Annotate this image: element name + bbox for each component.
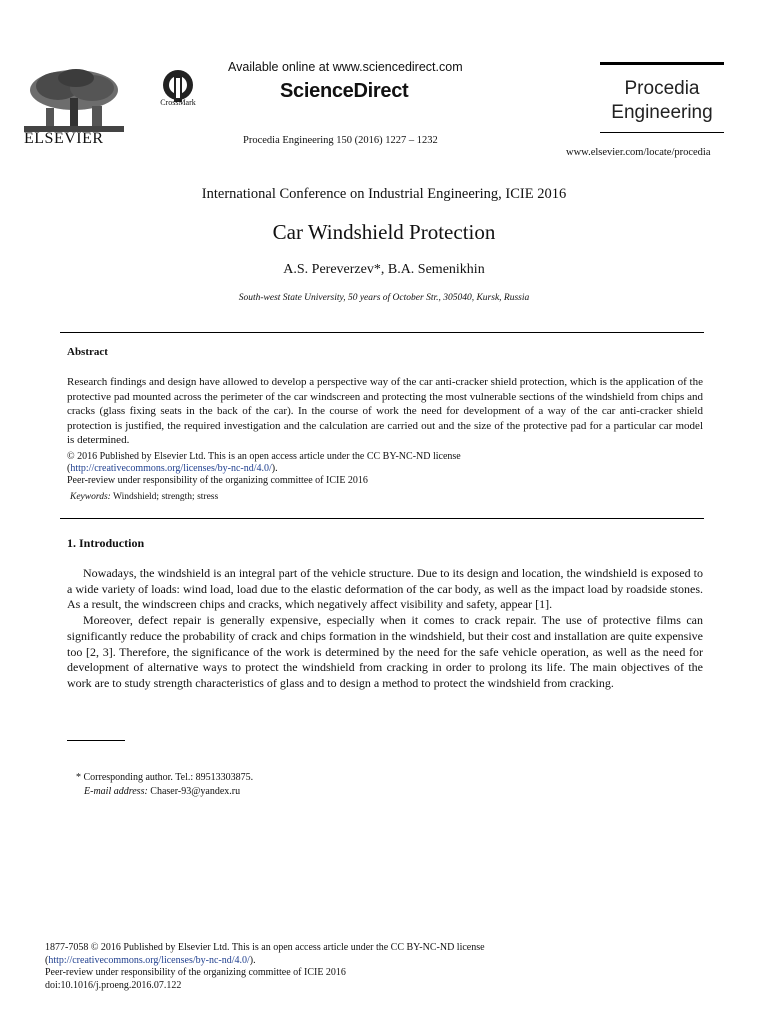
email-line	[76, 785, 253, 799]
platform-name: ScienceDirect	[280, 80, 409, 102]
email-address[interactable]: Chaser-93@yandex.ru	[147, 786, 241, 797]
journal-name-rule-bottom	[600, 132, 724, 133]
abstract-top-rule	[60, 332, 704, 333]
license-link[interactable]: http://creativecommons.org/licenses/by-nc-nd/4.0/	[70, 463, 272, 474]
abstract-heading: Abstract	[67, 346, 108, 358]
keywords-label: Keywords:	[70, 492, 111, 502]
footer-peer-review: Peer-review under responsibility of the organizing committee of ICIE 2016	[45, 967, 346, 979]
doi[interactable]: doi:10.1016/j.proeng.2016.07.122	[45, 979, 182, 991]
journal-reference: Procedia Engineering 150 (2016) 1227 – 1232	[243, 135, 438, 146]
affiliation: South-west State University, 50 years of October Str., 305040, Kursk, Russia	[238, 293, 530, 303]
journal-name-rule	[600, 62, 724, 65]
paragraph: Moreover, defect repair is generally expensive, especially when it comes to crack repair. The use of protective films can significantly reduce the probability of crack and chips formation in the windshield, but their cost and installation are quite expensive too [2, 3]. Therefore, the significance of the work is determined by the need for the safe vehicle operation, as well as the need for development of alternative ways to protect the windshield from cracking in order to prolong its life. The main objectives of the work are to study strength characteristics of glass and to design a method to protect the windshield from cracking.	[67, 613, 703, 690]
peer-review-note: Peer-review under responsibility of the organizing committee of ICIE 2016	[67, 475, 368, 486]
journal-name-line1: Procedia	[624, 78, 700, 99]
crossmark-label: CrossMark	[160, 98, 196, 107]
available-online: Available online at www.sciencedirect.com	[228, 60, 463, 74]
introduction-body	[67, 566, 703, 692]
paragraph: Nowadays, the windshield is an integral part of the vehicle structure. Due to its design and location, the windshield is exposed to a wide variety of loads: wind load, load due to the elastic deformation of the car body, as well as the impact load by roadside stones. As a result, the windscreen chips and cracks, which negatively affect visibility and safety, appear [1].	[67, 566, 703, 612]
page-footer	[45, 942, 725, 992]
journal-url[interactable]: www.elsevier.com/locate/procedia	[566, 147, 711, 158]
corresponding-author: * Corresponding author. Tel.: 89513303875.	[76, 772, 254, 783]
footer-license: 1877-7058 © 2016 Published by Elsevier Ltd. This is an open access article under the CC BY-NC-ND license	[45, 942, 485, 953]
keywords	[70, 492, 218, 502]
footer-link-line: (http://creativecommons.org/licenses/by-nc-nd/4.0/).	[45, 954, 256, 966]
keywords-list: Windshield; strength; stress	[110, 492, 219, 502]
footnote-rule	[67, 740, 125, 741]
journal-name	[600, 77, 724, 125]
journal-name-line2: Engineering	[611, 102, 713, 123]
email-label: E-mail address:	[84, 786, 148, 797]
license-link-line: (http://creativecommons.org/licenses/by-nc-nd/4.0/).	[67, 463, 278, 474]
abstract-text: Research findings and design have allowed to develop a perspective way of the car anti-cracker shield protection, which is the application of the protective pad mounted across the perimeter of the car windscreen and protecting the most vulnerable sections of the windshield from chips and cracks (glass fixing seats in the back of the car). In the course of work the need for development of a way of the car anti-cracker shield protection is justified, the required investigation and the calculation are carried out and the size of the protective pad for a particular car model is determined.	[67, 376, 703, 446]
conference-name: International Conference on Industrial Engineering, ICIE 2016	[201, 186, 567, 202]
footer-license-link[interactable]: http://creativecommons.org/licenses/by-nc-nd/4.0/	[48, 954, 250, 966]
license-line: © 2016 Published by Elsevier Ltd. This is an open access article under the CC BY-NC-ND license	[67, 451, 461, 462]
authors: A.S. Pereverzev*, B.A. Semenikhin	[283, 262, 485, 277]
footnote	[76, 771, 253, 799]
abstract-license	[67, 451, 703, 487]
abstract-bottom-rule	[60, 518, 704, 519]
publisher-name: ELSEVIER	[24, 130, 104, 147]
section-heading-introduction: 1. Introduction	[67, 536, 145, 550]
page-title: Car Windshield Protection	[272, 220, 496, 244]
